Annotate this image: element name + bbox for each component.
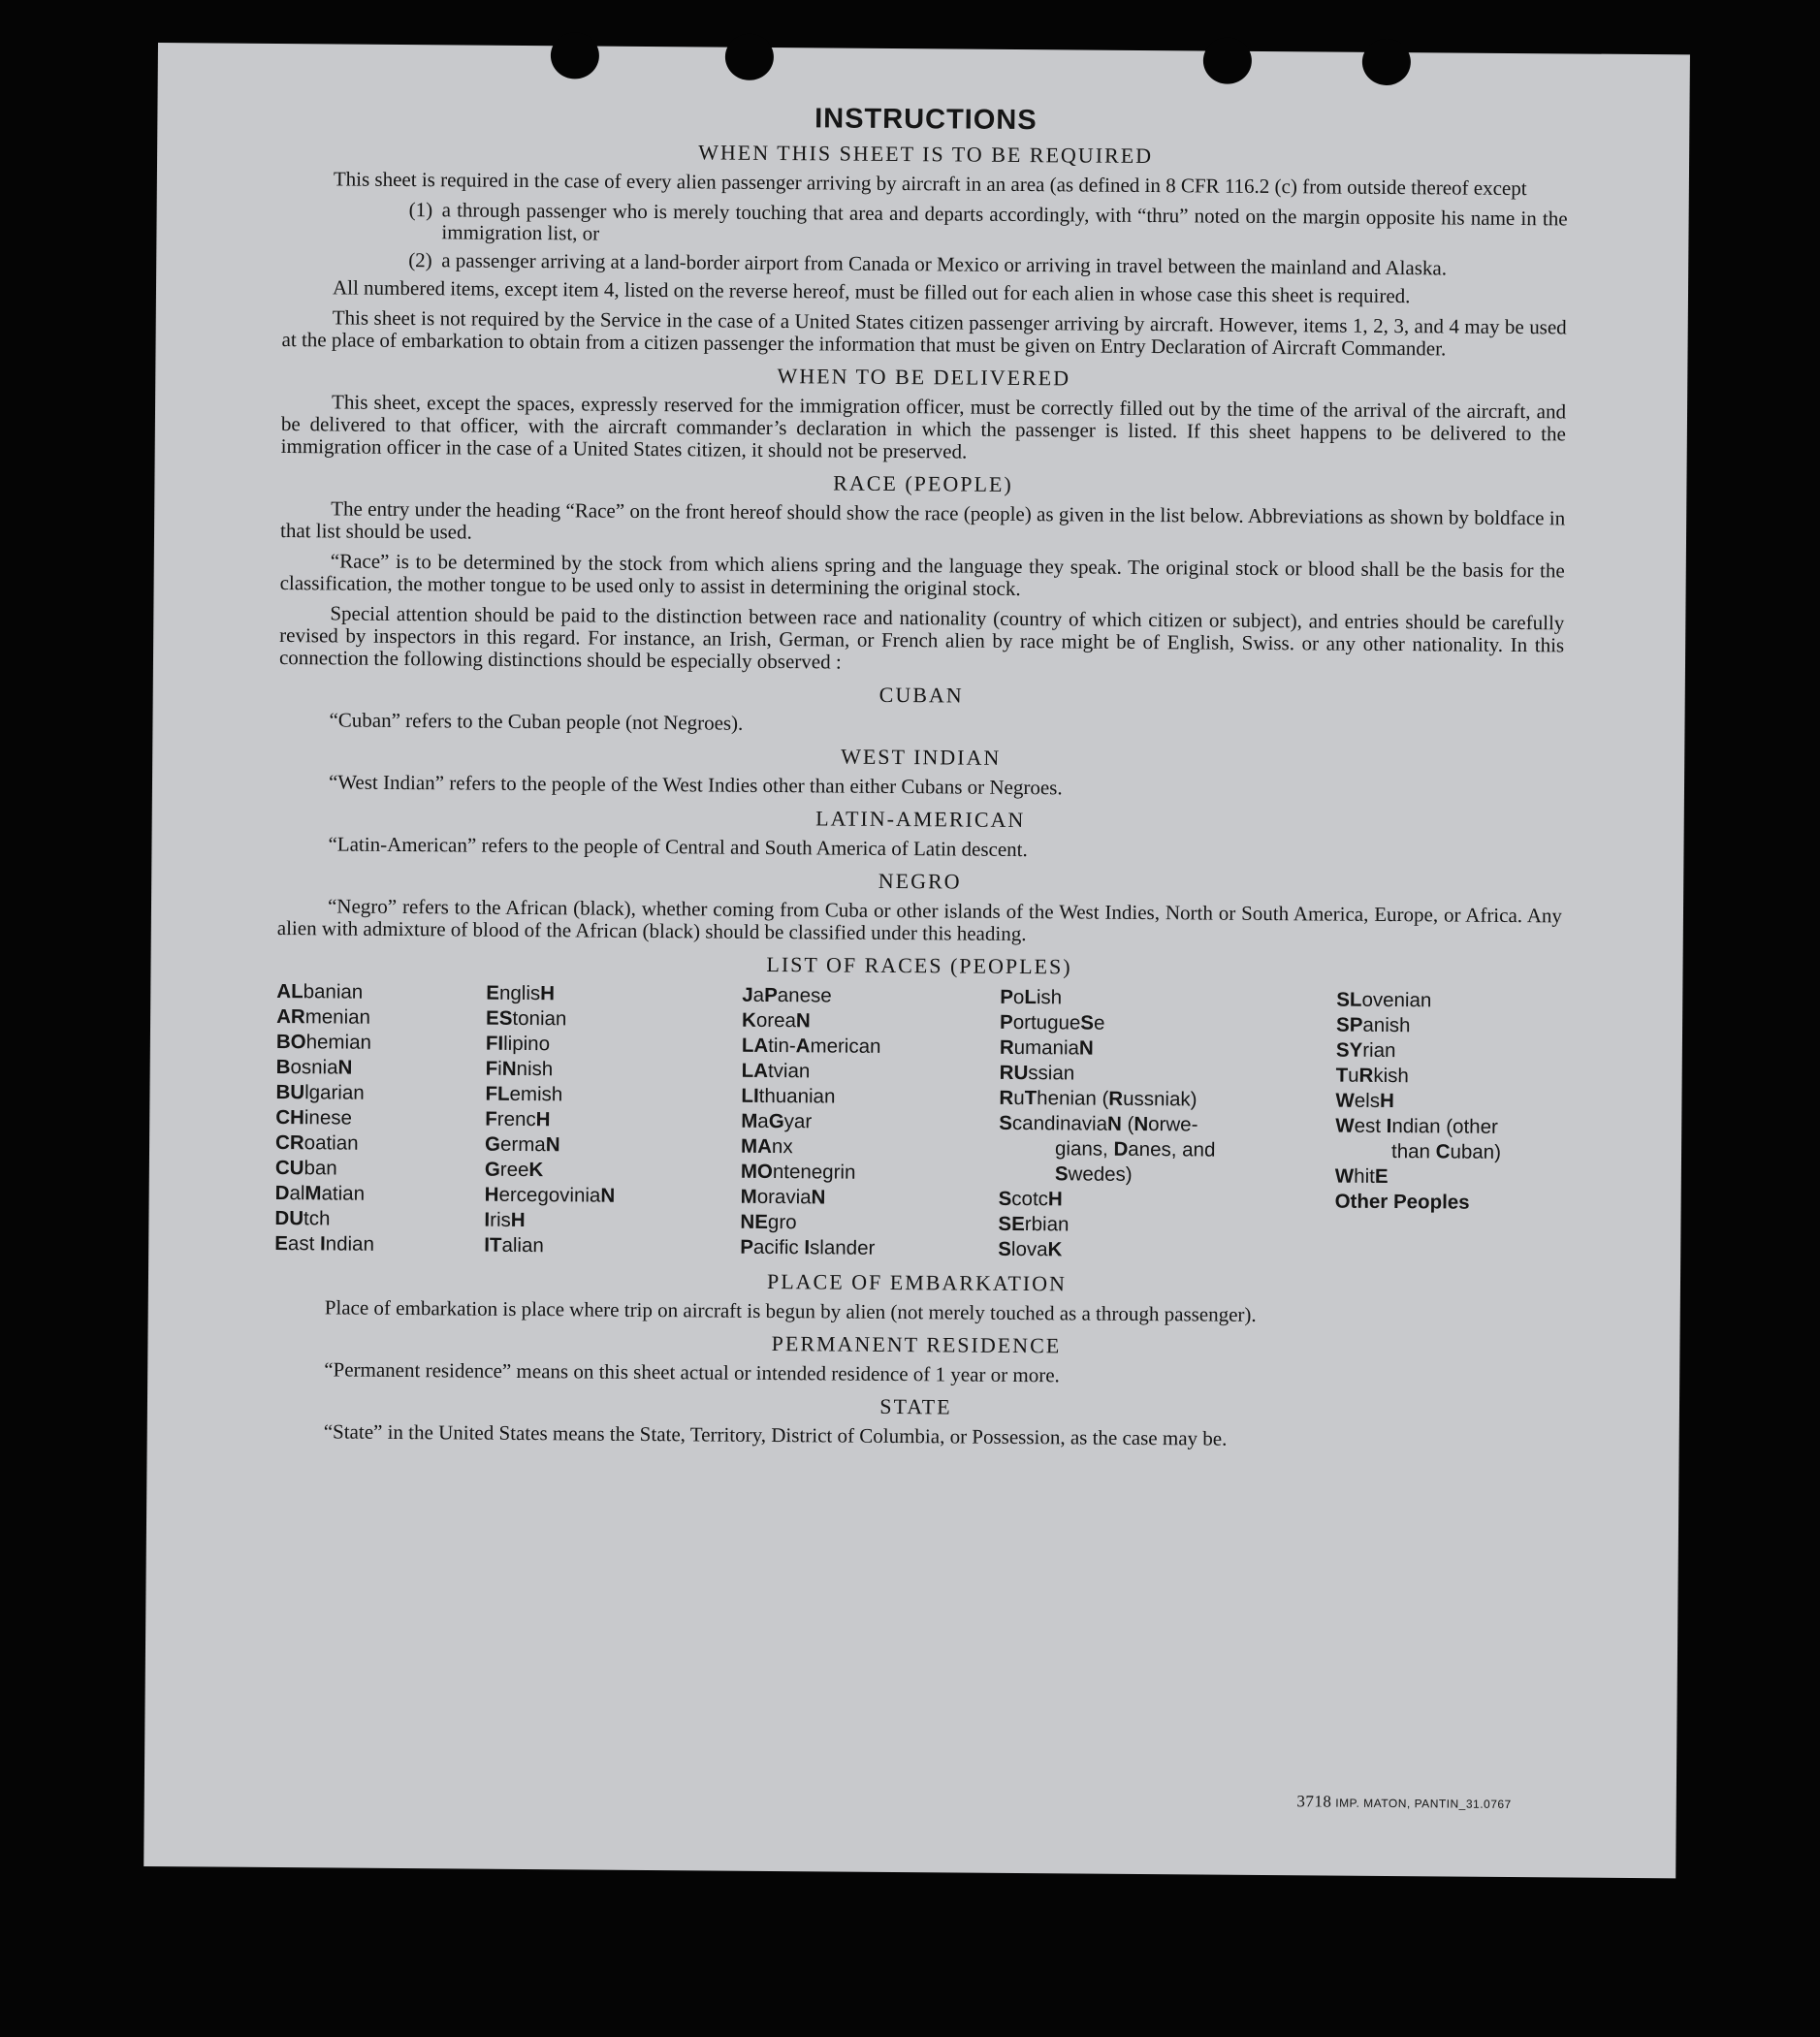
document-sheet <box>144 43 1690 1878</box>
race-entry: FrencH <box>485 1107 551 1131</box>
race-entry: ARmenian <box>276 1004 371 1029</box>
paragraph: All numbered items, except item 4, listed on the reverse hereof, must be filled out for each alien in whose case this sheet is required. <box>332 275 1411 308</box>
race-entry: FLemish <box>485 1082 563 1106</box>
race-entry: ScandinaviaN (Norwe- <box>999 1111 1198 1136</box>
race-entry: TuRkish <box>1335 1064 1409 1088</box>
item-number: (1) <box>408 198 433 222</box>
race-entry: SYrian <box>1335 1038 1396 1063</box>
page-title: INSTRUCTIONS <box>814 103 1038 137</box>
punch-hole <box>1362 39 1411 85</box>
definition-text: “Latin-American” refers to the people of Central and South America of Latin descent. <box>328 832 1028 862</box>
race-entry: East Indian <box>274 1231 375 1256</box>
section-heading: STATE <box>879 1393 952 1419</box>
race-entry: DUtch <box>274 1206 331 1230</box>
section-heading: WEST INDIAN <box>841 744 1002 770</box>
race-entry: Swedes) <box>1054 1162 1133 1186</box>
race-entry: SLovenian <box>1336 988 1432 1012</box>
item-number: (2) <box>408 248 432 272</box>
race-entry: WelsH <box>1335 1089 1394 1113</box>
item-text: a through passenger who is merely touching that area and departs accordingly, with “thru” noted on the margin opposite his name in the immigration list, or <box>441 198 1568 245</box>
race-entry: GreeK <box>484 1158 544 1182</box>
race-entry: RumaniaN <box>999 1035 1094 1060</box>
paragraph: This sheet is not required by the Service in the case of a United States citizen passenger arriving by aircraft. However, items 1, 2, 3, and 4 may be used at the place of embarkation to obtain from a citizen passenger the information that must be given on Entry Declaration of Aircraft Commander. <box>281 305 1567 361</box>
section-heading: NEGRO <box>878 868 962 894</box>
race-entry: than Cuban) <box>1390 1140 1502 1163</box>
imprint-text: IMP. MATON, PANTIN_31.0767 <box>1335 1796 1512 1812</box>
race-entry: ALbanian <box>276 979 364 1003</box>
paragraph: Special attention should be paid to the distinction between race and nationality (country of which citizen or subject), and entries should be carefully revised by inspectors in this regard. For instance, an Irish, German, or French alien by race might be of English, Swiss. or any other nationality. In this connection the following distinctions should be especially observed : <box>278 601 1565 674</box>
item-text: a passenger arriving at a land-border airport from Canada or Mexico or arriving in travel between the mainland and Alaska. <box>441 248 1448 280</box>
race-entry: LAtin-American <box>741 1034 881 1058</box>
paragraph: The entry under the heading “Race” on the front hereof should show the race (people) as given in the list below. Abbreviations as shown by boldface in that list should be used. <box>279 496 1566 544</box>
section-heading: WHEN TO BE DELIVERED <box>777 364 1071 391</box>
race-entry: PoLish <box>1000 985 1063 1009</box>
definition-text: “Cuban” refers to the Cuban people (not Negroes). <box>329 708 744 735</box>
race-entry: NEgro <box>740 1210 797 1234</box>
paragraph: “Race” is to be determined by the stock from which aliens spring and the language they speak. The original stock or blood shall be the basis for the classification, the mother tongue to be used only to assist in determining the original stock. <box>279 549 1565 601</box>
race-column <box>484 981 742 1260</box>
race-entry: RUssian <box>999 1061 1075 1085</box>
punch-hole <box>1203 37 1252 83</box>
definition-text: “Permanent residence” means on this sheet actual or intended residence of 1 year or more. <box>324 1357 1060 1387</box>
race-entry: GermaN <box>484 1132 560 1157</box>
exception-item <box>408 249 1567 280</box>
definition-text: “State” in the United States means the State, Territory, District of Columbia, or Possession, as the case may be. <box>323 1419 1228 1450</box>
race-column <box>274 979 486 1258</box>
race-entry: HercegoviniaN <box>484 1183 616 1207</box>
punch-hole <box>551 32 599 79</box>
form-number: 3718 <box>1296 1792 1332 1811</box>
paragraph: This sheet, except the spaces, expressly reserved for the immigration officer, must be correctly filled out by the time of the arrival of the aircraft, and be delivered to that officer, with the aircraft commander’s declaration in which the passenger is listed. If this sheet happens to be delivered to the immigration officer in the case of a United States citizen, it should not be preserved. <box>280 390 1567 463</box>
race-entry: BOhemian <box>275 1030 372 1054</box>
race-entry: IrisH <box>484 1208 526 1232</box>
section-heading: PLACE OF EMBARKATION <box>766 1268 1068 1296</box>
punch-hole <box>725 34 774 80</box>
race-entry: SPanish <box>1335 1013 1411 1037</box>
race-entry: ITalian <box>484 1233 544 1257</box>
race-entry: CRoatian <box>275 1130 359 1155</box>
race-entry: CUban <box>274 1156 337 1180</box>
race-entry: CHinese <box>275 1105 353 1130</box>
section-heading: LATIN-AMERICAN <box>815 806 1026 833</box>
exception-item <box>408 199 1567 252</box>
race-entry: ScotcH <box>998 1187 1063 1211</box>
race-entry: MaGyar <box>741 1109 813 1133</box>
section-heading: WHEN THIS SHEET IS TO BE REQUIRED <box>698 140 1154 169</box>
race-entry: PortugueSe <box>1000 1010 1105 1034</box>
definition-text: “West Indian” refers to the people of the West Indies other than either Cubans or Negroes. <box>328 770 1063 800</box>
list-heading: LIST OF RACES (PEOPLES) <box>766 951 1072 979</box>
race-column <box>740 983 1000 1262</box>
race-entry: FiNnish <box>485 1057 554 1081</box>
race-entry: SlovaK <box>998 1237 1063 1261</box>
race-entry: KoreaN <box>742 1008 811 1033</box>
race-entry: Pacific Islander <box>740 1235 876 1259</box>
instructions-content <box>273 104 1569 1460</box>
printer-imprint <box>1296 1792 1512 1813</box>
race-entry: West Indian (other <box>1335 1114 1498 1138</box>
race-entry: MOntenegrin <box>740 1160 856 1184</box>
paragraph: This sheet is required in the case of every alien passenger arriving by aircraft in an area (as defined in 8 CFR 116.2 (c) from outside thereof except <box>333 167 1527 201</box>
race-entry: LAtvian <box>741 1059 811 1083</box>
definition-text: Place of embarkation is place where trip on aircraft is begun by alien (not merely touched as a through passenger). <box>324 1295 1257 1326</box>
race-list <box>274 979 1561 1266</box>
race-entry: FIlipino <box>485 1032 551 1056</box>
race-entry: MoraviaN <box>740 1185 826 1209</box>
race-column <box>1334 988 1561 1267</box>
section-heading: CUBAN <box>878 682 964 708</box>
race-entry: BosniaN <box>275 1055 353 1079</box>
race-entry: JaPanese <box>742 983 832 1007</box>
race-entry: DalMatian <box>274 1181 366 1205</box>
race-column <box>998 985 1336 1265</box>
race-entry: SErbian <box>998 1212 1070 1236</box>
section-heading: PERMANENT RESIDENCE <box>771 1331 1062 1358</box>
race-entry: BUlgarian <box>275 1080 365 1104</box>
race-entry: RuThenian (Russniak) <box>999 1086 1197 1111</box>
race-entry: Other Peoples <box>1334 1190 1470 1214</box>
race-entry: gians, Danes, and <box>1054 1137 1216 1162</box>
section-heading: RACE (PEOPLE) <box>833 470 1013 496</box>
race-entry: MAnx <box>740 1134 793 1159</box>
race-entry: WhitE <box>1334 1164 1389 1188</box>
race-entry: EStonian <box>486 1006 567 1031</box>
race-entry: EnglisH <box>486 981 556 1005</box>
race-entry: LIthuanian <box>741 1084 836 1108</box>
definition-text: “Negro” refers to the African (black), whether coming from Cuba or other islands of the West Indies, North or South America, Europe, or Africa. Any alien with admixture of blood of the African (black) should be classified under this heading. <box>276 894 1563 946</box>
